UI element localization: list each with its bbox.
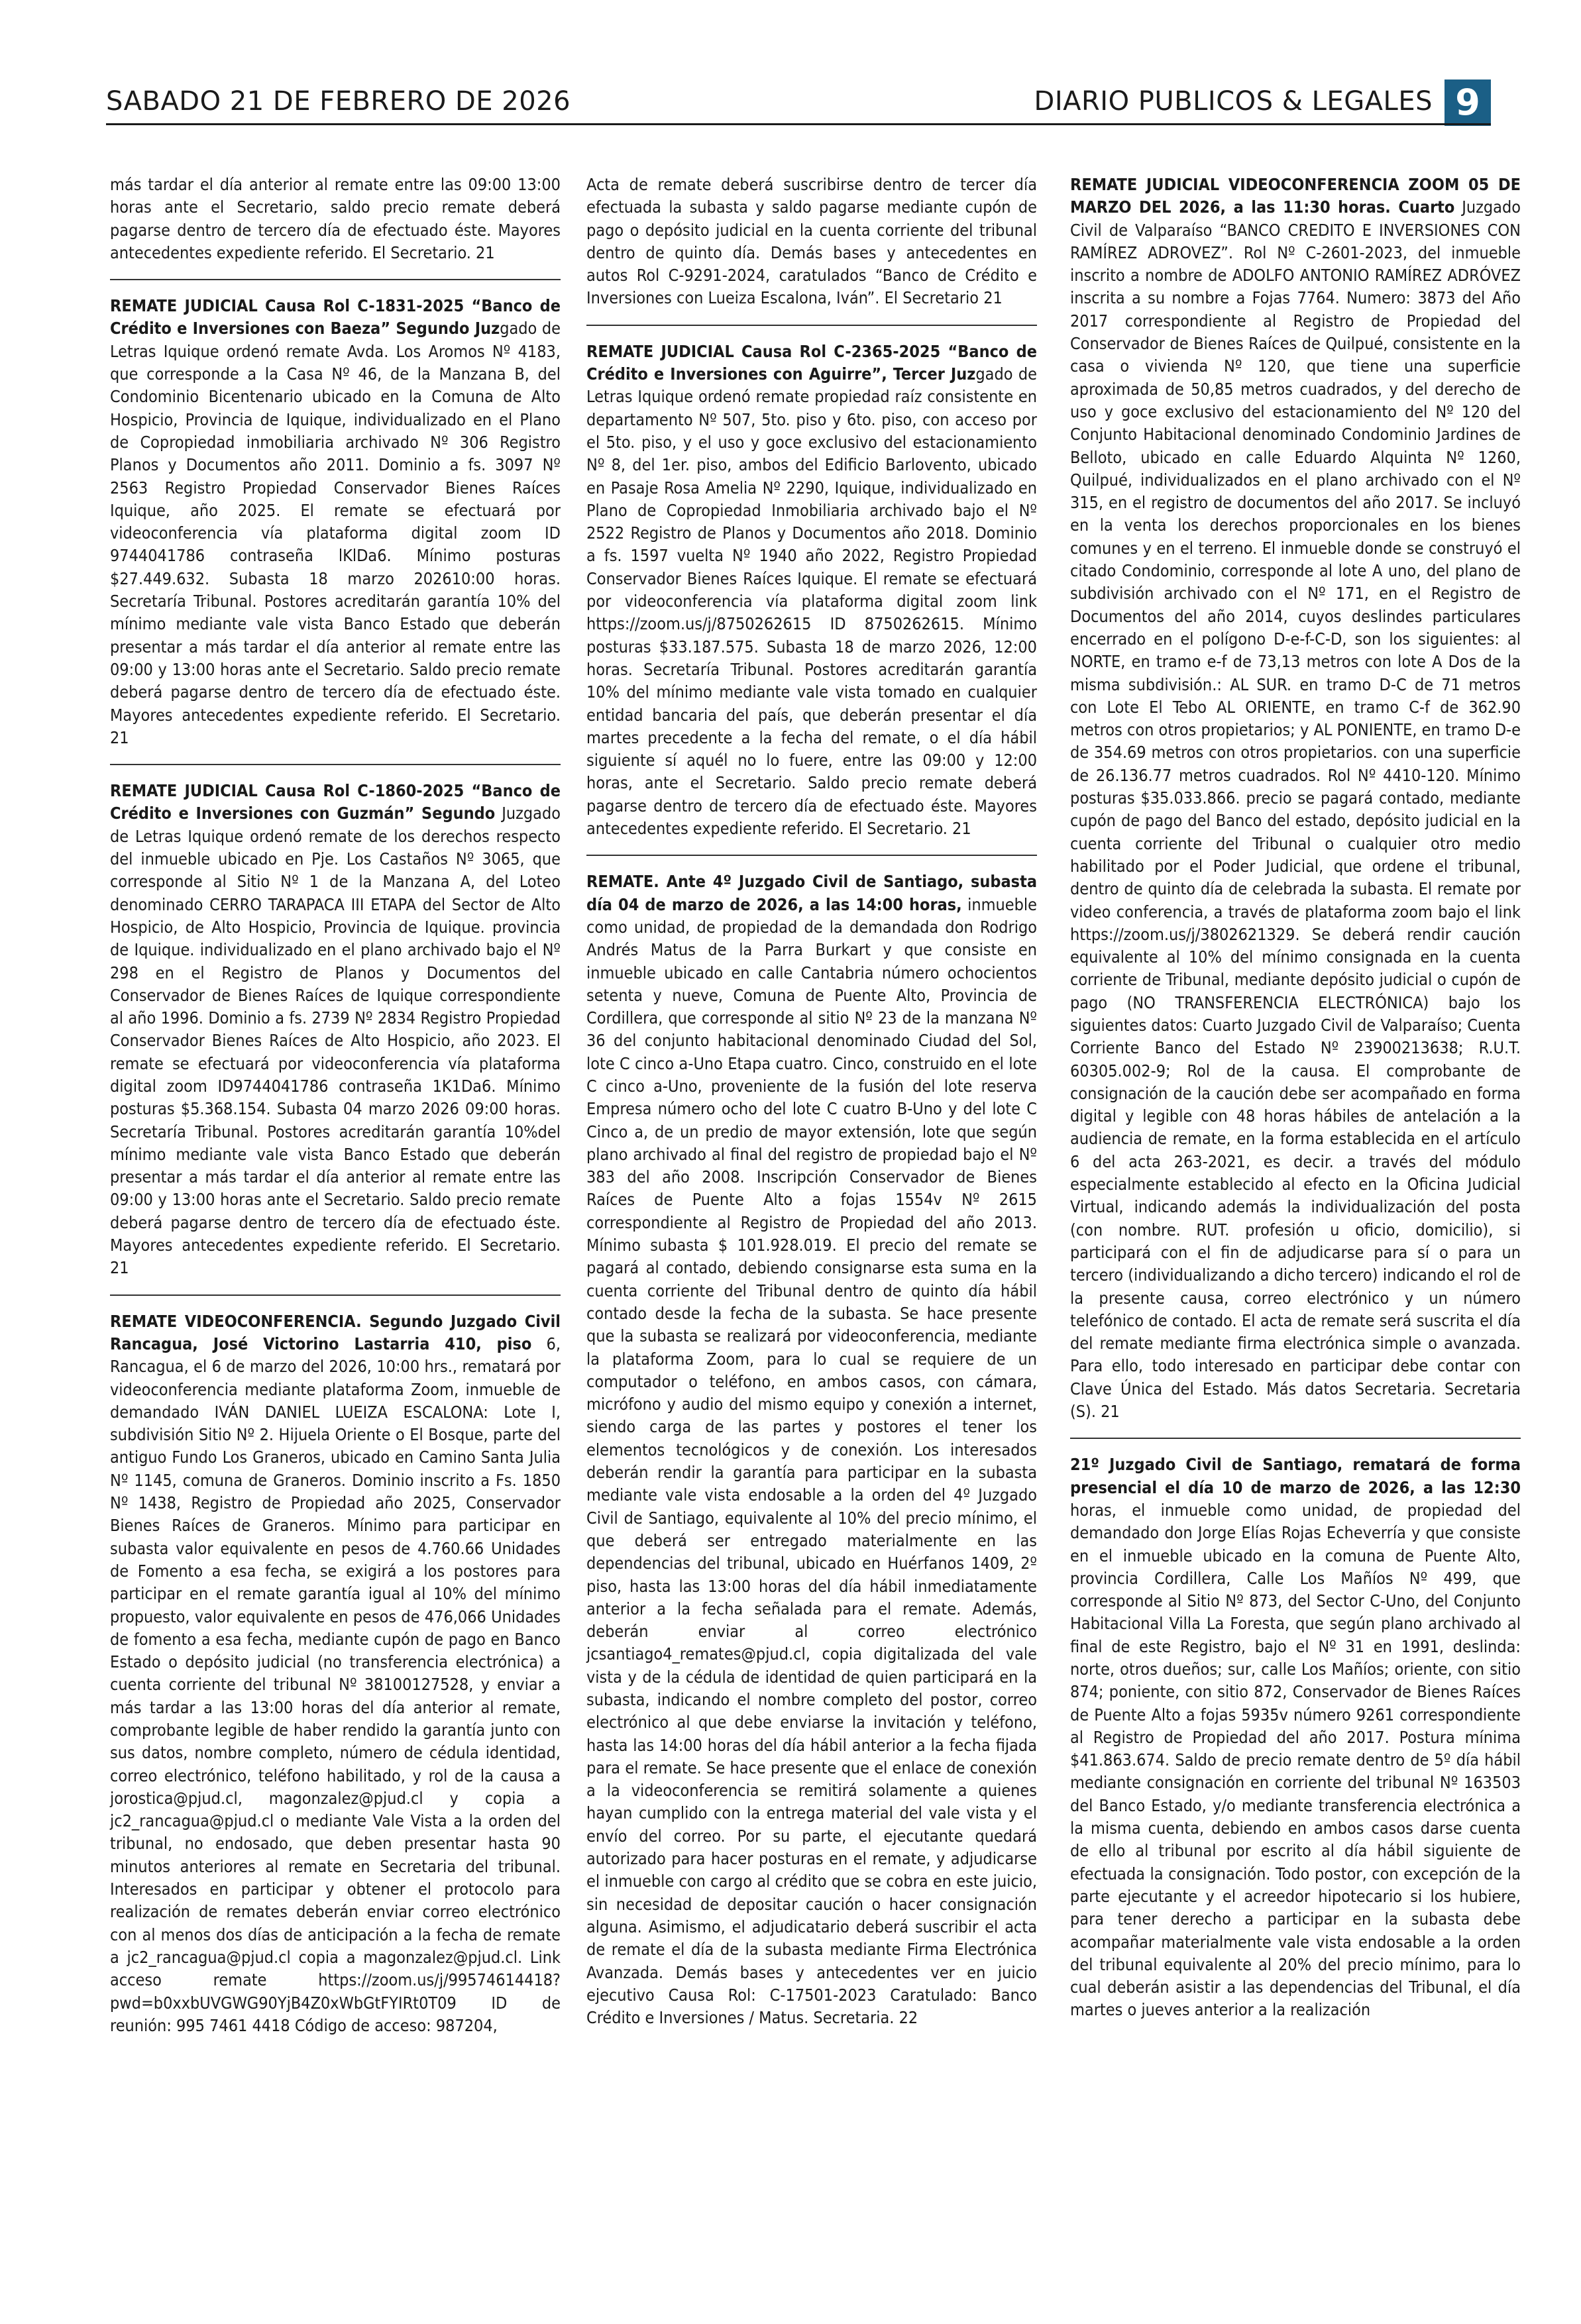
- header-rule: [106, 123, 1491, 125]
- notice: [586, 341, 1037, 841]
- notice-text: más tardar el día anterior al remate entre las 09:00 13:00 horas ante el Secretario, saldo precio remate deberá pagarse dentro de tercero día de efectuado éste. Mayores antecedentes expediente referido. El Secretario. 21: [110, 175, 561, 262]
- column-2: [586, 174, 1037, 2029]
- notice-text: Acta de remate deberá suscribirse dentro de tercer día efectuada la subasta y saldo pagarse mediante cupón de pago o depósito judicial en la cuenta corriente del tribunal dentro de quinto día. Demás bases y antecedentes en autos Rol C-9291-2024, caratulados “Banco de Crédito e Inversiones con Lueiza Escalona, Iván”. El Secretario 21: [586, 175, 1037, 308]
- notice: [586, 174, 1037, 310]
- notice: [110, 174, 561, 264]
- notice-heading: REMATE. Ante 4º Juzgado Civil de Santiago, subasta día 04 de marzo de 2026, a las 14:00 horas,: [586, 872, 1037, 914]
- notice: [110, 780, 561, 1280]
- column-3: [1070, 174, 1521, 2022]
- notice-text: inmueble como unidad, de propiedad de la demandada don Rodrigo Andrés Matus de la Parra Burkart y que consiste en inmueble ubicado en calle Cantabria número ochocientos setenta y nueve, Comuna de Puente Alto, Provincia de Cordillera, que corresponde al sitio Nº 23 de la manzana Nº 36 del conjunto habitacional denominado Ciudad del Sol, lote C cinco a-Uno Etapa cuatro. Cinco, construido en el lote C cinco a-Uno, proveniente de la fusión del lote reserva Empresa número ocho del lote C cuatro B-Uno y del lote C Cinco a, de un predio de mayor extensión, lote que según plano archivado al final del registro de propiedad bajo el Nº 383 del año 2008. Inscripción Conservador de Bienes Raíces de Puente Alto a fojas 1554v Nº 2615 correspondiente al Registro de Propiedad del año 2013. Mínimo subasta $ 101.928.019. El precio del remate se pagará al contado, debiendo consignarse esta suma en la cuenta corriente del Tribunal dentro de quinto día hábil contado desde la fecha de la subasta. Se hace presente que la subasta se realizará por videoconferencia, mediante la plataforma Zoom, para lo cual se requiere de un computador o teléfono, en ambos casos, con cámara, micrófono y audio del mismo equipo y conexión a internet, siendo carga de las partes y postores el tener los elementos tecnológicos y de conexión. Los interesados deberán rendir la garantía para participar en la subasta mediante vale vista endosable a la orden del 4º Juzgado Civil de Santiago, equivalente al 10% del precio mínimo, el que deberá ser entregado materialmente en las dependencias del tribunal, ubicado en Huérfanos 1409, 2º piso, hasta las 13:00 horas del día hábil inmediatamente anterior a la fecha señalada para el remate. Además, deberán enviar al correo electrónico jcsantiago4_remates@pjud.cl, copia digitalizada del vale vista y de la cédula de identidad de quien participará en la subasta, indicando el nombre completo del postor, correo electrónico al que debe enviarse la invitación y teléfono, hasta las 14:00 horas del día hábil anterior a la fecha fijada para el remate. Se hace presente que el enlace de conexión a la videoconferencia se remitirá solamente a quienes hayan cumplido con la entrega material del vale vista y el envío del correo. Por su parte, el ejecutante quedará autorizado para hacer posturas en el remate, y adjudicarse el inmueble con cargo al crédito que se cobra en este juicio, sin necesidad de depositar caución o hacer consignación alguna. Asimismo, el adjudicatario deberá suscribir el acta de remate el día de la subasta mediante Firma Electrónica Avanzada. Demás bases y antecedentes ver en juicio ejecutivo Causa Rol: C-17501-2023 Caratulado: Banco Crédito e Inversiones / Matus. Secretaria. 22: [586, 894, 1037, 2028]
- notice-separator: [110, 1294, 561, 1296]
- notice: [586, 871, 1037, 2029]
- notice-separator: [110, 764, 561, 765]
- notice: [1070, 1453, 1521, 2021]
- notice-heading: REMATE JUDICIAL Causa Rol C-1860-2025 “Banco de Crédito e Inversiones con Guzmán” Segundo: [110, 781, 561, 823]
- notice-heading: 21º Juzgado Civil de Santiago, rematará de forma presencial el día 10 de marzo de 2026, a las 12:30: [1070, 1455, 1521, 1497]
- notice: [110, 295, 561, 749]
- notice-heading: REMATE VIDEOCONFERENCIA. Segundo Juzgado Civil Rancagua, José Victorino Lastarria 410, piso: [110, 1311, 561, 1353]
- page-header: [106, 81, 1491, 125]
- notice-text: gado de Letras Iquique ordenó remate propiedad raíz consistente en departamento Nº 507, 5to. piso y 6to. piso, con acceso por el 5to. piso, y el uso y goce exclusivo del estacionamiento Nº 8, del 1er. piso, ambos del Edificio Barlovento, ubicado en Pasaje Rosa Amelia Nº 2290, Iquique, individualizado en Plano de Copropiedad Inmobiliaria archivado bajo el Nº 2522 Registro de Planos y Documentos año 2018. Dominio a fs. 1597 vuelta Nº 1940 año 2022, Registro Propiedad Conservador Bienes Raíces Iquique. El remate se efectuará por videoconferencia vía plataforma digital zoom link https://zoom.us/j/8750262615 ID 8750262615. Mínimo posturas $33.187.575. Subasta 18 de marzo 2026, 12:00 horas. Secretaría Tribunal. Postores acreditarán garantía 10% del mínimo mediante vale vista tomado en cualquier entidad bancaria del país, que deberán presentar el día martes precedente a la fecha del remate, o el día hábil siguiente sí aquél no lo fuere, entre las 09:00 y 12:00 horas, ante el Secretario. Saldo precio remate deberá pagarse dentro de tercero día de efectuado éste. Mayores antecedentes expediente referido. El Secretario. 21: [586, 364, 1037, 839]
- issue-date: SABADO 21 DE FEBRERO DE 2026: [106, 86, 571, 117]
- notice-text: Juzgado Civil de Valparaíso “BANCO CREDITO E INVERSIONES CON RAMÍREZ ADROVEZ”. Rol Nº C-2601-2023, del inmueble inscrito a nombre de ADOLFO ANTONIO RAMÍREZ ADRÓVEZ inscrita a su nombre a Fojas 7764. Numero: 3873 del Año 2017 correspondiente al Registro de Propiedad del Conservador de Bienes Raíces de Quilpué, consistente en la casa o vivienda Nº 120, que tiene una superficie aproximada de 50,85 metros cuadrados, y del derecho de uso y goce exclusivo del estacionamiento del Nº 120 del Conjunto Habitacional denominado Condominio Jardines de Belloto, ubicado en calle Eduardo Alquinta Nº 1260, Quilpué, individualizados en el plano archivado con el Nº 315, en el registro de documentos del año 2017. Se incluyó en la venta los derechos proporcionales en los bienes comunes y en el terreno. El inmueble donde se construyó el citado Condominio, corresponde al lote A uno, del plano de subdivisión archivado con el Nº 171, en el Registro de Documentos del año 2014, cuyos deslindes particulares encerrado en el polígono D-e-f-C-D, son los siguientes: al NORTE, en tramo e-f de 73,13 metros con lote A Dos de la misma subdivisión.: AL SUR. en tramo D-C de 71 metros con Lote El Tebo AL ORIENTE, en tramo C-f de 362.90 metros con otros propietarios; y AL PONIENTE, en tramo D-e de 354.69 metros con otros propietarios. con una superficie de 26.136.77 metros cuadrados. Rol Nº 4410-120. Mínimo posturas $35.033.866. precio se pagará contado, mediante cupón de pago del Banco del estado, depósito judicial en la cuenta corriente del Tribunal o cualquier otro medio habilitado por el Poder Judicial, que ordene el tribunal, dentro de quinto día de celebrada la subasta. El remate por video conferencia, a través de plataforma zoom bajo el link https://zoom.us/j/3802621329. Se deberá rendir caución equivalente al 10% del mínimo consignada en la cuenta corriente de Tribunal, mediante depósito judicial o cupón de pago (NO TRANSFERENCIA ELECTRÓNICA) bajo los siguientes datos: Cuarto Juzgado Civil de Valparaíso; Cuenta Corriente Banco del Estado Nº 23900213638; R.U.T. 60305.002-9; Rol de la causa. El comprobante de consignación de la caución debe ser acompañado en forma digital y legible con 48 horas hábiles de antelación a la audiencia de remate, en la forma establecida en el artículo 6 del acta 263-2021, es decir. a través del módulo especialmente establecido al efecto en la Oficina Judicial Virtual, indicando además la individualización del posta (con nombre. RUT. profesión u oficio, domicilio), si participará con el fin de adjudicarse para sí o para un tercero (individualizando a dicho tercero) indicando el rol de la presente causa, correo electrónico y un número telefónico de contado. El acta de remate será suscrita el día del remate mediante firma electrónica simple o avanzada. Para ello, todo interesado en participar debe contar con Clave Única del Estado. Más datos Secretaria. Secretaria (S). 21: [1070, 197, 1521, 1422]
- notice-heading: REMATE JUDICIAL Causa Rol C-2365-2025 “Banco de Crédito e Inversiones con Aguirre”, Tercer Juz: [586, 341, 1037, 384]
- notice: [110, 1310, 561, 2038]
- notice-heading: REMATE JUDICIAL Causa Rol C-1831-2025 “Banco de Crédito e Inversiones con Baeza” Segundo Juz: [110, 296, 561, 339]
- column-1: [110, 174, 561, 2037]
- notice-separator: [586, 855, 1037, 856]
- notice-separator: [110, 279, 561, 280]
- notice-text: horas, el inmueble como unidad, de propiedad del demandado don Jorge Elías Rojas Echeverría y que consiste en el inmueble ubicado en la comuna de Puente Alto, provincia Cordillera, Calle Los Mañíos Nº 499, que corresponde al Sitio Nº 873, del Sector C-Uno, del Conjunto Habitacional Villa La Foresta, que según plano archivado al final de este Registro, bajo el Nº 31 en 1991, deslinda: norte, otros dueños; sur, calle Los Mañíos; oriente, con sitio 874; poniente, con sitio 872, Conservador de Bienes Raíces de Puente Alto a fojas 5935v número 9261 correspondiente al Registro de Propiedad del año 2017. Postura mínima $41.863.674. Saldo de precio remate dentro de 5º día hábil mediante consignación en corriente del tribunal Nº 163503 del Banco Estado, y/o mediante transferencia electrónica a la misma cuenta, debiendo en ambos casos darse cuenta de ello al tribunal por escrito al día hábil siguiente de efectuada la consignación. Todo postor, con excepción de la parte ejecutante y el acreedor hipotecario si los hubiere, para tener derecho a participar en la subasta debe acompañar materialmente vale vista endosable a la orden del tribunal equivalente al 20% del precio mínimo, para lo cual deberán asistir a las dependencias del Tribunal, el día martes o jueves anterior a la realización: [1070, 1500, 1521, 2020]
- notice-text: Juzgado de Letras Iquique ordenó remate de los derechos respecto del inmueble ubicado en Pje. Los Castaños Nº 3065, que corresponde al Sitio Nº 1 de la Manzana A, del Loteo denominado CERRO TARAPACA III ETAPA del Sector de Alto Hospicio, de Alto Hospicio, Provincia de Iquique. provincia de Iquique. individualizado en el plano archivado bajo el Nº 298 en el Registro de Planos y Documentos del Conservador de Bienes Raíces de Iquique correspondiente al año 1996. Dominio a fs. 2739 Nº 2834 Registro Propiedad Conservador Bienes Raíces de Alto Hospicio, año 2023. El remate se efectuará por videoconferencia vía plataforma digital zoom ID9744041786 contraseña 1K1Da6. Mínimo posturas $5.368.154. Subasta 04 marzo 2026 09:00 horas. Secretaría Tribunal. Postores acreditarán garantía 10%del mínimo mediante vale vista Banco Estado que deberán presentar a más tardar el día anterior al remate entre las 09:00 y 13:00 horas ante el Secretario. Saldo precio remate deberá pagarse dentro de tercero día de efectuado éste. Mayores antecedentes expediente referido. El Secretario. 21: [110, 804, 561, 1278]
- notice-separator: [586, 325, 1037, 326]
- notice-text: 6, Rancagua, el 6 de marzo del 2026, 10:00 hrs., rematará por videoconferencia mediante plataforma Zoom, inmueble de demandado IVÁN DANIEL LUEIZA ESCALONA: Lote I, subdivisión Sitio Nº 2. Hijuela Oriente o El Bosque, parte del antiguo Fundo Los Graneros, ubicado en Camino Santa Julia Nº 1145, comuna de Graneros. Dominio inscrito a Fs. 1850 Nº 1438, Registro de Propiedad año 2025, Conservador Bienes Raíces de Graneros. Mínimo para participar en subasta valor equivalente en pesos de 4.760.66 Unidades de Fomento a esa fecha, se exigirá a los postores para participar en el remate garantía igual al 10% del mínimo propuesto, valor equivalente en pesos de 476,066 Unidades de fomento a esa fecha, mediante cupón de pago en Banco Estado o depósito judicial (no transferencia electrónica) a cuenta corriente del tribunal Nº 38100127528, y enviar a más tardar a las 13:00 horas del día anterior al remate, comprobante legible de haber rendido la garantía junto con sus datos, nombre completo, número de cédula identidad, correo electrónico, teléfono habilitado, y rol de la causa a jorostica@pjud.cl, magonzalez@pjud.cl y copia a jc2_rancagua@pjud.cl o mediante Vale Vista a la orden del tribunal, no endosado, que deben presentar hasta 90 minutos anteriores al remate en Secretaria del tribunal. Interesados en participar y obtener el protocolo para realización de remates deberán enviar correo electrónico con al menos dos días de anticipación a la fecha de remate a jc2_rancagua@pjud.cl copia a magonzalez@pjud.cl. Link acceso remate https://zoom.us/j/99574614418?pwd=b0xxbUVGWG90YjB4Z0xWbGtFYIRt0T09 ID de reunión: 995 7461 4418 Código de acceso: 987204,: [110, 1334, 561, 2035]
- notice: [1070, 174, 1521, 1423]
- page-number: 9: [1445, 79, 1491, 126]
- notice-separator: [1070, 1438, 1521, 1439]
- newspaper-name: DIARIO PUBLICOS & LEGALES: [1034, 86, 1433, 117]
- notice-text: gado de Letras Iquique ordenó remate Avda. Los Aromos Nº 4183, que corresponde a la Casa Nº 46, de la Manzana B, del Condominio Bicentenario ubicado en la Comuna de Alto Hospicio, Provincia de Iquique, individualizado en el Plano de Copropiedad inmobiliaria archivado Nº 306 Registro Planos y Documentos año 2011. Dominio a fs. 3097 Nº 2563 Registro Propiedad Conservador Bienes Raíces Iquique, año 2025. El remate se efectuará por videoconferencia vía plataforma digital zoom ID 9744041786 contraseña lKlDa6. Mínimo posturas $27.449.632. Subasta 18 marzo 202610:00 horas. Secretaría Tribunal. Postores acreditarán garantía 10% del mínimo mediante vale vista Banco Estado que deberán presentar a más tardar el día anterior al remate entre las 09:00 y 13:00 horas ante el Secretario. Saldo precio remate deberá pagarse dentro de tercero día de efectuado éste. Mayores antecedentes expediente referido. El Secretario. 21: [110, 319, 561, 747]
- notice-heading: REMATE JUDICIAL VIDEOCONFERENCIA ZOOM 05 DE MARZO DEL 2026, a las 11:30 horas. Cuarto: [1070, 175, 1521, 217]
